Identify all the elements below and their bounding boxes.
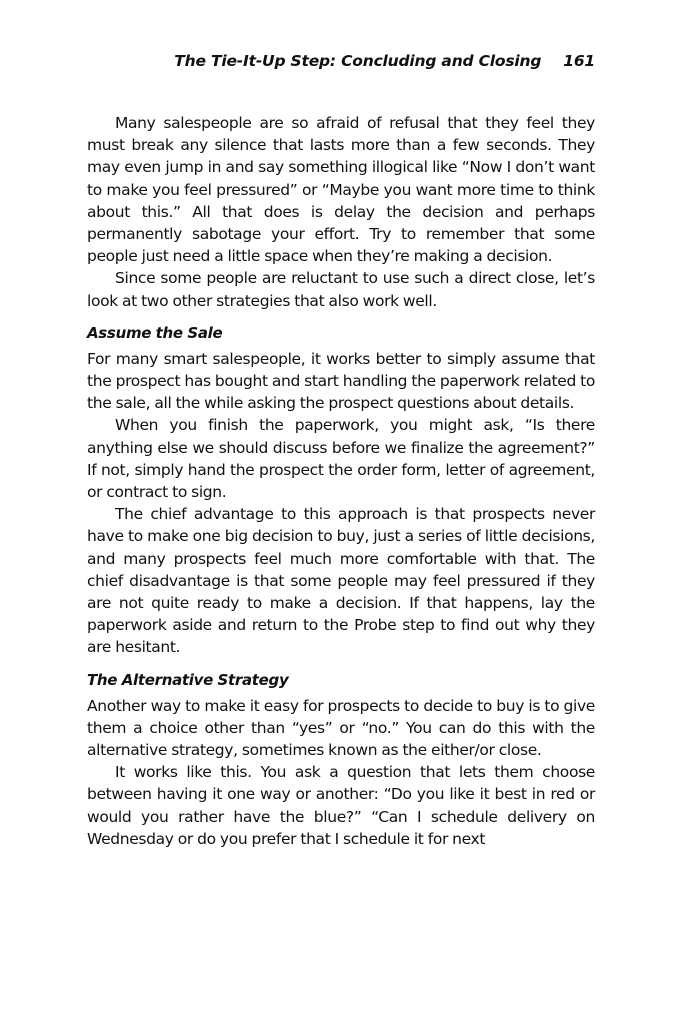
paragraph: Many salespeople are so afraid of refusal that they feel they must break any silence that lasts more than a few seconds. They may even jump in and say something illogical like “Now I don’t want to make you feel pressured” or “Maybe you want more time to think about this.” All that does is delay the decision and perhaps permanently sabotage your effort. Try to remember that some people just need a little space when they’re making a decision. xyxy=(87,114,595,266)
running-header xyxy=(87,52,595,70)
paragraph: For many smart salespeople, it works better to simply assume that the prospect has bought and start handling the paperwork related to the sale, all the while asking the prospect questions about details. xyxy=(87,349,595,413)
section-heading: Assume the Sale xyxy=(87,323,223,342)
book-page xyxy=(87,52,595,850)
paragraph: Since some people are reluctant to use such a direct close, let’s look at two other strategies that also work well. xyxy=(87,269,595,310)
paragraph: It works like this. You ask a question that lets them choose between having it one way or another: “Do you like it best in red or would you rather have the blue?” “Can I schedule delivery on Wednesday or do you prefer that I schedule it for next xyxy=(87,763,595,848)
chapter-title: The Tie-It-Up Step: Concluding and Closing xyxy=(174,52,542,70)
page-number: 161 xyxy=(563,52,595,70)
paragraph: Another way to make it easy for prospects to decide to buy is to give them a choice other than “yes” or “no.” You can do this with the alternative strategy, sometimes known as the either/or close. xyxy=(87,696,595,760)
paragraph: When you finish the paperwork, you might ask, “Is there anything else we should discuss before we finalize the agreement?” If not, simply hand the prospect the order form, letter of agreement, or contract to sign. xyxy=(87,416,595,502)
section-heading: The Alternative Strategy xyxy=(87,670,289,689)
body-text xyxy=(87,112,595,850)
paragraph: The chief advantage to this approach is that prospects never have to make one big decision to buy, just a series of little decisions, and many prospects feel much more comfortable with that. The chief disadvantage is that some people may feel pressured if they are not quite ready to make a decision. If that happens, lay the paperwork aside and return to the Probe step to find out why they are hesitant. xyxy=(87,505,595,657)
